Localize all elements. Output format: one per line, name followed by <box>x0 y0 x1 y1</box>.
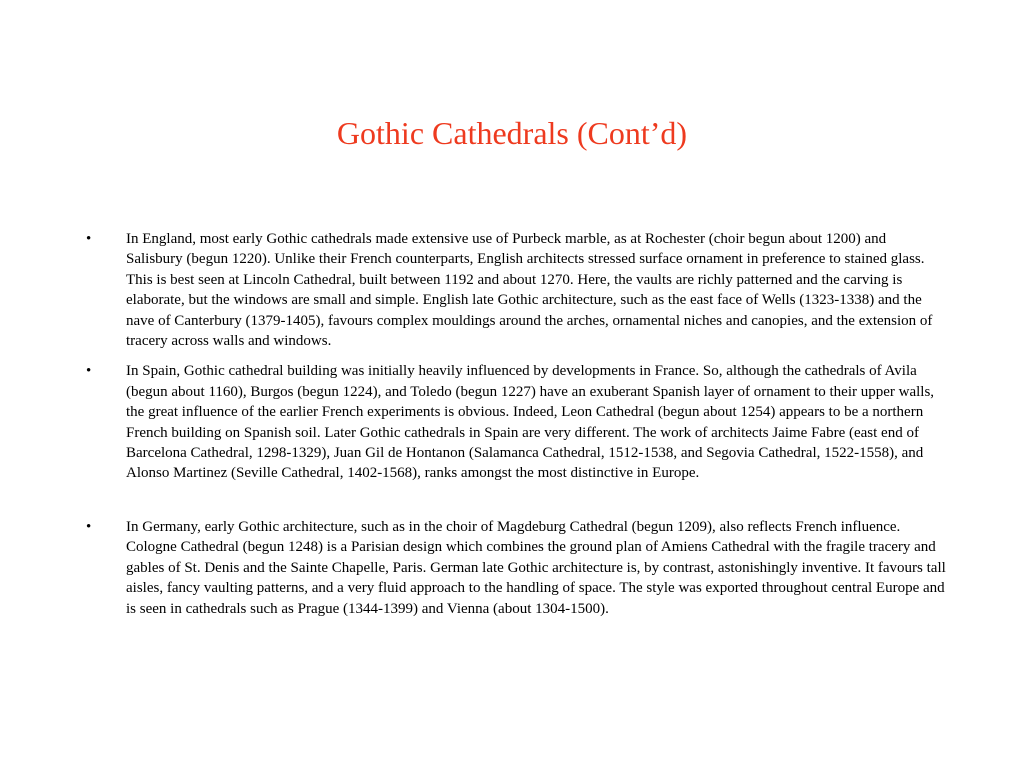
slide-title: Gothic Cathedrals (Cont’d) <box>336 115 688 151</box>
bullet-item-germany <box>86 517 946 619</box>
bullet-text: In Spain, Gothic cathedral building was initially heavily influenced by developments in France. So, although the cathedrals of Avila (begun about 1160), Burgos (begun 1224), and Toledo (begun 1227) have an exuberant Spanish layer of ornament to their upper walls, the great influence of the earlier French experiments is obvious. Indeed, Leon Cathedral (begun about 1254) appears to be a northern French building on Spanish soil. Later Gothic cathedrals in Spain are very different. The work of architects Jaime Fabre (east end of Barcelona Cathedral, 1298-1329), Juan Gil de Hontanon (Salamanca Cathedral, 1512-1538, and Segovia Cathedral, 1522-1558), and Alonso Martinez (Seville Cathedral, 1402-1568), ranks amongst the most distinctive in Europe. <box>126 363 935 482</box>
bullet-item-spain <box>86 361 946 483</box>
bullet-item-england <box>86 229 946 351</box>
bullet-list <box>86 229 946 629</box>
bullet-icon: • <box>86 231 92 247</box>
bullet-icon: • <box>86 363 92 380</box>
bullet-text: In England, most early Gothic cathedrals made extensive use of Purbeck marble, as at Rochester (choir begun about 1200) and Salisbury (begun 1220). Unlike their French counterparts, English architects stressed surface ornament in preference to stained glass. This is best seen at Lincoln Cathedral, built between 1192 and about 1270. Here, the vaults are richly patterned and the carving is elaborate, but the windows are small and simple. English late Gothic architecture, such as the east face of Wells (1323-1338) and the nave of Canterbury (1379-1405), favours complex mouldings around the arches, ornamental niches and canopies, and the extension of tracery across walls and windows. <box>126 231 933 350</box>
bullet-text: In Germany, early Gothic architecture, such as in the choir of Magdeburg Cathedral (begun 1209), also reflects French influence. Cologne Cathedral (begun 1248) is a Parisian design which combines the ground plan of Amiens Cathedral with the fragile tracery and gables of St. Denis and the Sainte Chapelle, Paris. German late Gothic architecture is, by contrast, astonishingly inventive. It favours tall aisles, fancy vaulting patterns, and a very fluid approach to the handling of space. The style was exported throughout central Europe and is seen in cathedrals such as Prague (1344-1399) and Vienna (about 1304-1500). <box>126 518 946 617</box>
bullet-icon: • <box>86 518 92 535</box>
